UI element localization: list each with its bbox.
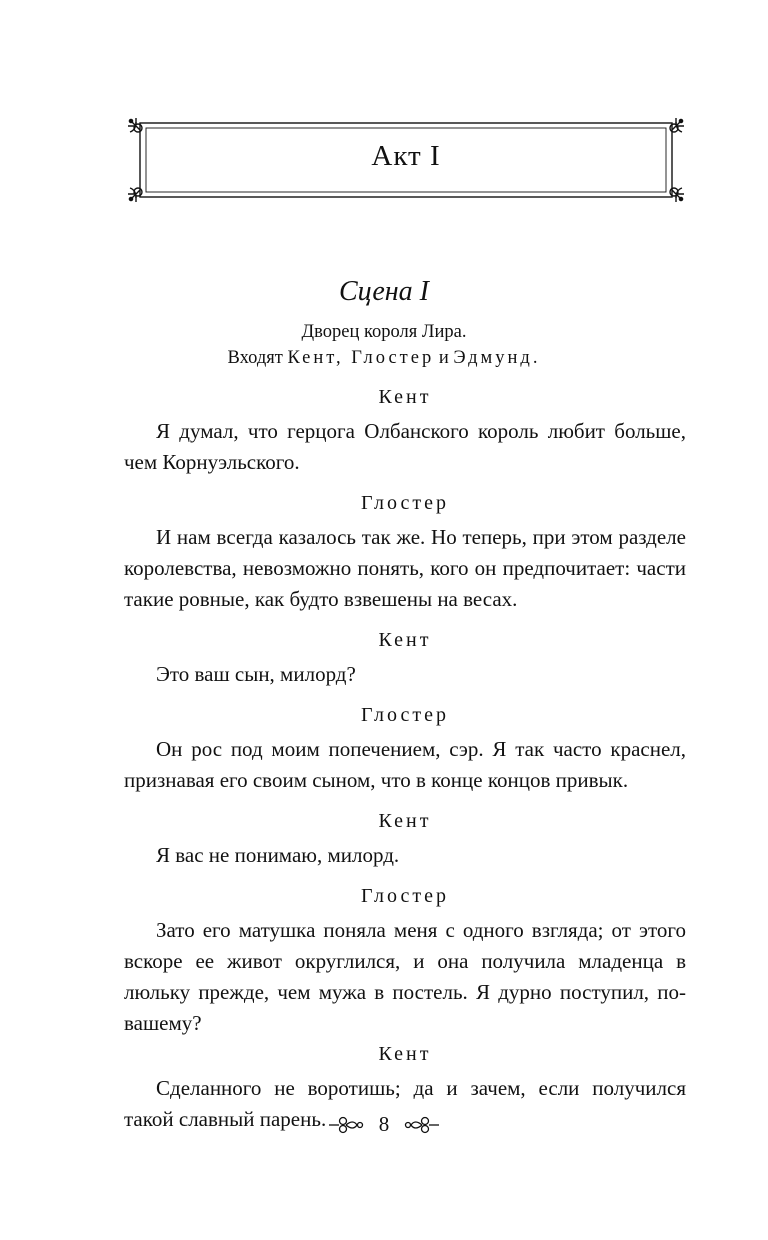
- speaker-name: Глостер: [360, 492, 450, 514]
- scene-title: Сцена I: [338, 276, 429, 307]
- speech-line: Это ваш сын, милорд?: [156, 662, 356, 686]
- speech-line: Я вас не понимаю, милорд.: [156, 843, 400, 867]
- speech-line: Я думал, что герцога Олбанского король любит больше, чем Корнуэльского.: [124, 419, 686, 474]
- stage-location: Дворец короля Лира.: [301, 322, 467, 342]
- speaker-name: Кент: [378, 1043, 432, 1065]
- enter-last: Эдмунд.: [453, 348, 541, 368]
- speaker-name: Глостер: [360, 885, 450, 907]
- act-header-frame: [128, 118, 684, 202]
- speaker-name: Кент: [378, 629, 432, 651]
- stage-direction: [0, 319, 768, 371]
- act-title: Акт I: [371, 140, 441, 172]
- enter-conj: и: [438, 348, 449, 368]
- speech-line: Он рос под моим попечением, сэр. Я так часто краснел, признавая его своим сыном, что в конце концов привык.: [124, 737, 686, 792]
- page-folio: [0, 1112, 768, 1137]
- dialogue: [124, 382, 686, 1145]
- fleuron-right-icon: [403, 1115, 441, 1135]
- speech-line: Зато его матушка поняла меня с одного взгляда; от этого вскоре ее живот округлился, и она получила младенца в люльку прежде, чем мужа в постель. Я дурно поступил, по-вашему?: [124, 918, 686, 1035]
- speaker-name: Глостер: [360, 704, 450, 726]
- enter-prefix: Входят: [227, 348, 283, 368]
- speaker-name: Кент: [378, 810, 432, 832]
- page-number: 8: [378, 1112, 390, 1136]
- enter-names: Кент, Глостер: [287, 348, 435, 368]
- speaker-name: Кент: [378, 386, 432, 408]
- speech-line: Сделанного не воротишь; да и зачем, если получился такой славный парень.: [124, 1076, 686, 1131]
- fleuron-left-icon: [327, 1115, 365, 1135]
- speech-line: И нам всегда казалось так же. Но теперь, при этом разделе королевства, невозможно понять, кого он предпочитает: части такие ровные, как будто взвешены на весах.: [124, 525, 686, 611]
- stage-entrance: [0, 345, 768, 371]
